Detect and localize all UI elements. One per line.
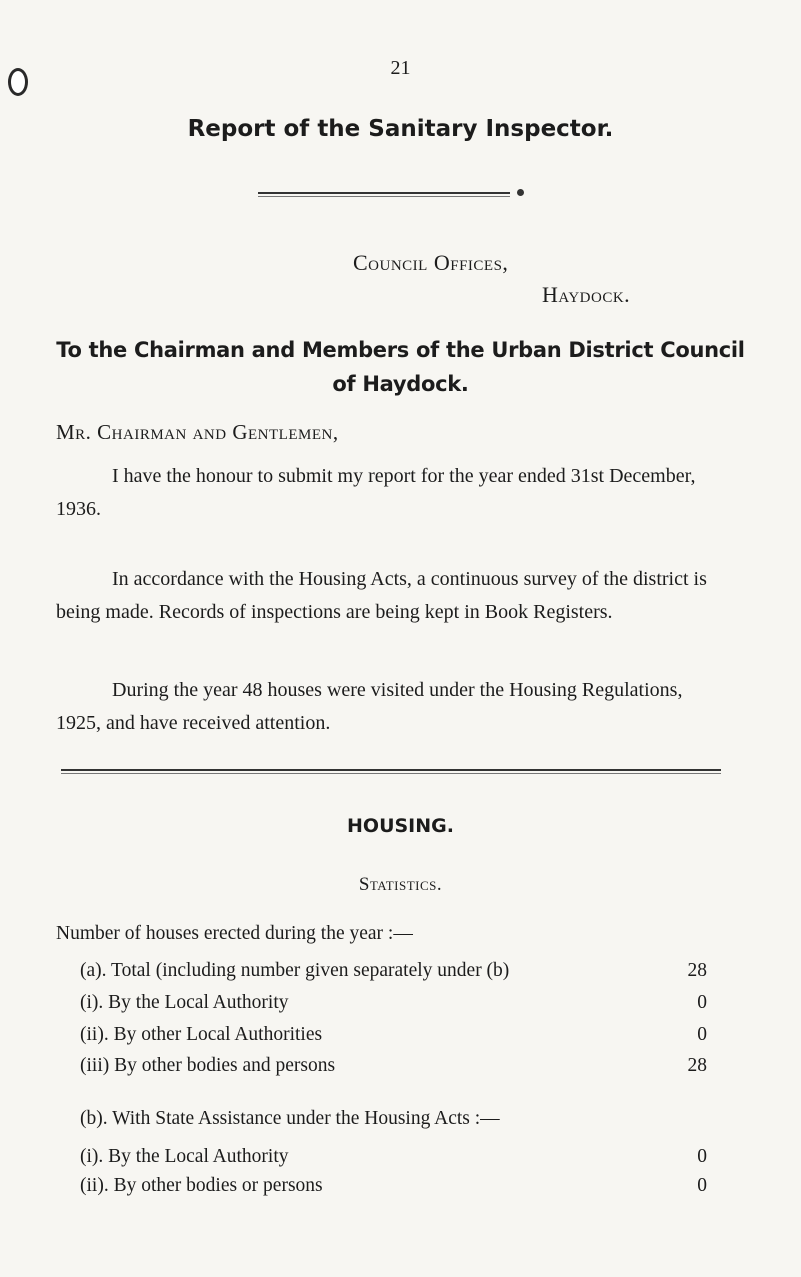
subheading: Statistics. <box>358 874 443 895</box>
salutation: Mr. Chairman and Gentlemen, <box>56 420 339 444</box>
section-heading: HOUSING. <box>347 815 454 837</box>
section-rule <box>61 769 721 771</box>
paragraph-survey: In accordance with the Housing Acts, a continuous survey of the district is being made. Records of inspections are being kept in Book Registers. <box>56 568 707 623</box>
report-title: Report of the Sanitary Inspector. <box>187 116 614 142</box>
section-rule-thin <box>61 773 721 774</box>
row-a-i-label: (i). By the Local Authority <box>80 992 289 1013</box>
row-a-ii-value: 0 <box>697 1024 707 1045</box>
row-b-ii-label: (ii). By other bodies or persons <box>80 1175 323 1196</box>
divider-rule-thin <box>258 196 510 197</box>
paragraph-report: I have the honour to submit my report for the year ended 31st December, 1936. <box>56 465 696 520</box>
address-line-1: Council Offices, <box>353 250 509 275</box>
row-a-value: 28 <box>687 960 707 981</box>
addressee-line-2: of Haydock. <box>332 372 469 396</box>
row-b-heading: (b). With State Assistance under the Housing Acts :— <box>80 1108 500 1129</box>
address-line-2: Haydock. <box>542 282 631 307</box>
divider-dot <box>517 189 524 196</box>
page-number: 21 <box>390 57 411 79</box>
row-a-i-value: 0 <box>697 992 707 1013</box>
divider-rule <box>258 192 510 194</box>
paragraph-visits: During the year 48 houses were visited under the Housing Regulations, 1925, and have received attention. <box>56 679 683 734</box>
intro-line: Number of houses erected during the year :— <box>56 923 413 944</box>
row-a-iii-label: (iii) By other bodies and persons <box>80 1055 336 1076</box>
row-b-ii-value: 0 <box>697 1175 707 1196</box>
row-b-i-label: (i). By the Local Authority <box>80 1146 289 1167</box>
row-b-i-value: 0 <box>697 1146 707 1167</box>
addressee-line-1: To the Chairman and Members of the Urban District Council <box>56 338 745 362</box>
row-a-ii-label: (ii). By other Local Authorities <box>80 1024 323 1045</box>
row-a-label: (a). Total (including number given separately under (b) <box>80 960 510 981</box>
row-a-iii-value: 28 <box>687 1055 707 1076</box>
